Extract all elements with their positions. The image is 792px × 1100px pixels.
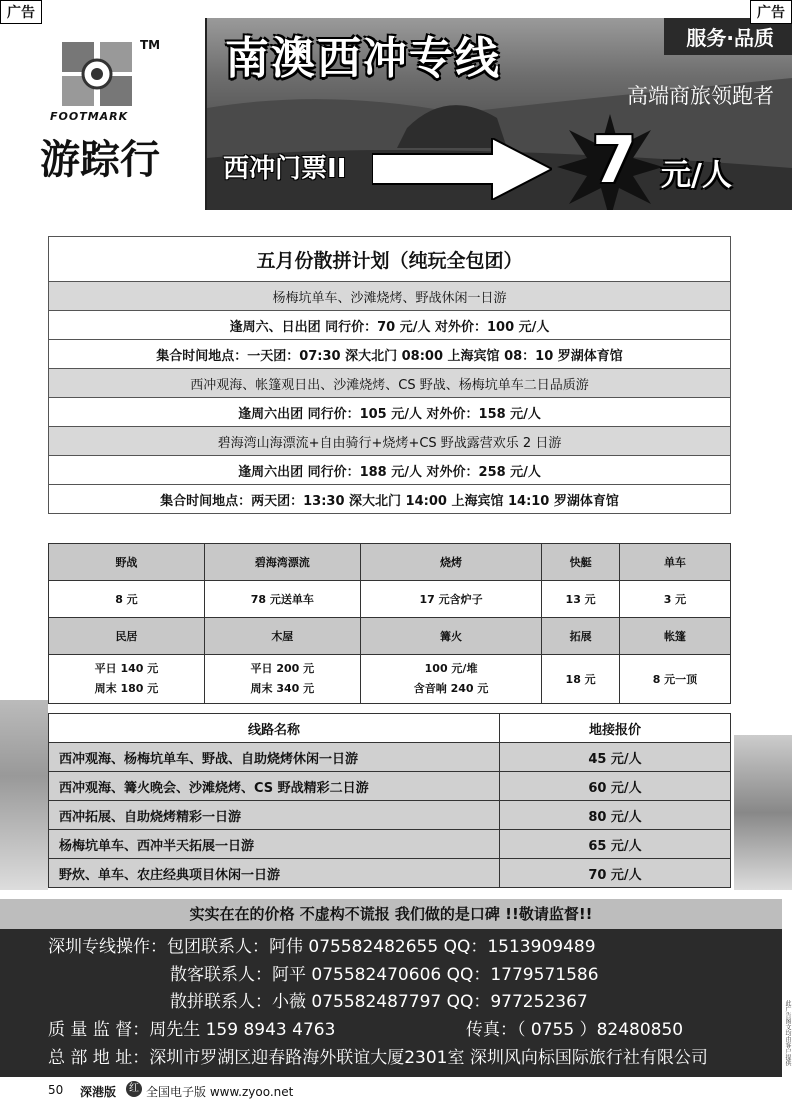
banner-title: 南澳西冲专线 [225, 33, 501, 84]
brand-name: 游踪行 [40, 136, 160, 183]
plan-title: 五月份散拼计划（纯玩全包团） [49, 237, 731, 282]
price-value-cell: 13 元 [542, 581, 620, 618]
price-header-cell: 快艇 [542, 544, 620, 581]
price-value-cell: 8 元一顶 [619, 655, 730, 704]
price-grid-value-row-1 [49, 581, 731, 618]
price-grid-value-row-2 [49, 655, 731, 704]
price-value-cell: 8 元 [49, 581, 205, 618]
price-grid-header-row-2 [49, 618, 731, 655]
price-value-cell: 3 元 [619, 581, 730, 618]
table-row [49, 859, 731, 888]
route-name: 西冲观海、篝火晚会、沙滩烧烤、CS 野战精彩二日游 [49, 772, 500, 801]
price-header-cell: 木屋 [204, 618, 360, 655]
header-banner [0, 18, 792, 210]
routes-header-name: 线路名称 [49, 714, 500, 743]
slogan: 高端商旅领跑者 [627, 84, 774, 108]
contact-line-individual: 散客联系人：阿平 075582470606 QQ：1779571586 [170, 965, 599, 985]
table-row [49, 772, 731, 801]
route-price: 60 元/人 [500, 772, 731, 801]
contact-line-group: 深圳专线操作：包团联系人：阿伟 075582482655 QQ：1513909489 [48, 937, 596, 957]
price-header-cell: 烧烤 [360, 544, 542, 581]
price-header-cell: 拓展 [542, 618, 620, 655]
ad-label-right: 广告 [750, 0, 792, 24]
route-price: 45 元/人 [500, 743, 731, 772]
logo-box [0, 18, 207, 210]
service-quality-tag: 服务·品质 [664, 18, 792, 55]
routes-header-price: 地接报价 [500, 714, 731, 743]
price-value-cell: 78 元送单车 [204, 581, 360, 618]
side-disclaimer: 此广告图文均由客户提供 [784, 1000, 791, 1066]
ticket-label: 西冲门票II [223, 154, 347, 184]
ticket-bars: II [327, 154, 347, 184]
ticket-promo [207, 124, 792, 206]
ticket-price-unit: 元/人 [661, 158, 732, 193]
trip-3-name: 碧海湾山海漂流+自由骑行+烧烤+CS 野战露营欢乐 2 日游 [49, 427, 731, 456]
route-name: 野炊、单车、农庄经典项目休闲一日游 [49, 859, 500, 888]
trip-2-name: 西冲观海、帐篷观日出、沙滩烧烤、CS 野战、杨梅坑单车二日品质游 [49, 369, 731, 398]
price-header-cell: 帐篷 [619, 618, 730, 655]
table-row [49, 830, 731, 859]
trip-1-price: 逢周六、日出团 同行价：70 元/人 对外价：100 元/人 [49, 311, 731, 340]
site-url[interactable]: 全国电子版 www.zyoo.net [146, 1085, 294, 1099]
price-grid-header-row-1 [49, 544, 731, 581]
page-footer [0, 1080, 792, 1100]
ad-label-left: 广告 [0, 0, 42, 24]
page-number: 50 [48, 1083, 64, 1097]
route-price: 65 元/人 [500, 830, 731, 859]
arrow-right-icon [372, 138, 552, 200]
contact-line-shared: 散拼联系人：小薇 075582487797 QQ：977252367 [170, 992, 588, 1012]
meeting-info-1: 集合时间地点：一天团：07:30 深大北门 08:00 上海宾馆 08：10 罗湖体育馆 [49, 340, 731, 369]
routes-header-row [49, 714, 731, 743]
coast-scene [207, 18, 792, 210]
price-value-cell: 平日 200 元 周末 340 元 [204, 655, 360, 704]
price-value-cell: 18 元 [542, 655, 620, 704]
honesty-slogan: 实实在在的价格 不虚构不谎报 我们做的是口碑 !!敬请监督!! [0, 899, 782, 929]
route-name: 西冲拓展、自助烧烤精彩一日游 [49, 801, 500, 830]
trip-1-name: 杨梅坑单车、沙滩烧烤、野战休闲一日游 [49, 282, 731, 311]
route-price: 70 元/人 [500, 859, 731, 888]
price-value-cell: 100 元/堆 含音响 240 元 [360, 655, 542, 704]
fax-line: 传真：（ 0755 ）82480850 [466, 1020, 684, 1040]
logo-text: FOOTMARK [50, 110, 129, 123]
route-price: 80 元/人 [500, 801, 731, 830]
price-header-cell: 单车 [619, 544, 730, 581]
price-value-cell: 17 元含炉子 [360, 581, 542, 618]
trademark-mark: TM [140, 38, 161, 52]
supervision-line: 质 量 监 督：周先生 159 8943 4763 [48, 1020, 336, 1040]
may-schedule-table [48, 236, 731, 514]
route-name: 西冲观海、杨梅坑单车、野战、自助烧烤休闲一日游 [49, 743, 500, 772]
trip-3-price: 逢周六出团 同行价：188 元/人 对外价：258 元/人 [49, 456, 731, 485]
price-header-cell: 野战 [49, 544, 205, 581]
routes-price-table [48, 713, 731, 888]
activity-price-grid [48, 543, 731, 704]
beach-photo-left [0, 700, 48, 890]
meeting-info-2: 集合时间地点：两天团：13:30 深大北门 14:00 上海宾馆 14:10 罗湖体育馆 [49, 485, 731, 514]
price-header-cell: 碧海湾漂流 [204, 544, 360, 581]
price-header-cell: 民居 [49, 618, 205, 655]
contact-panel [0, 929, 782, 1077]
price-header-cell: 篝火 [360, 618, 542, 655]
edition-label: 深港版 [80, 1085, 117, 1099]
price-value-cell: 平日 140 元 周末 180 元 [49, 655, 205, 704]
beach-photo-right [734, 735, 792, 890]
sun-logo-icon [58, 38, 136, 110]
ticket-price: 7 [592, 124, 637, 198]
route-name: 杨梅坑单车、西冲半天拓展一日游 [49, 830, 500, 859]
table-row [49, 801, 731, 830]
trip-2-price: 逢周六出团 同行价：105 元/人 对外价：158 元/人 [49, 398, 731, 427]
table-row [49, 743, 731, 772]
edition-badge-icon: 红 [126, 1081, 142, 1097]
hq-address-line: 总 部 地 址：深圳市罗湖区迎春路海外联谊大厦2301室 深圳风向标国际旅行社有限公司 [48, 1048, 708, 1068]
